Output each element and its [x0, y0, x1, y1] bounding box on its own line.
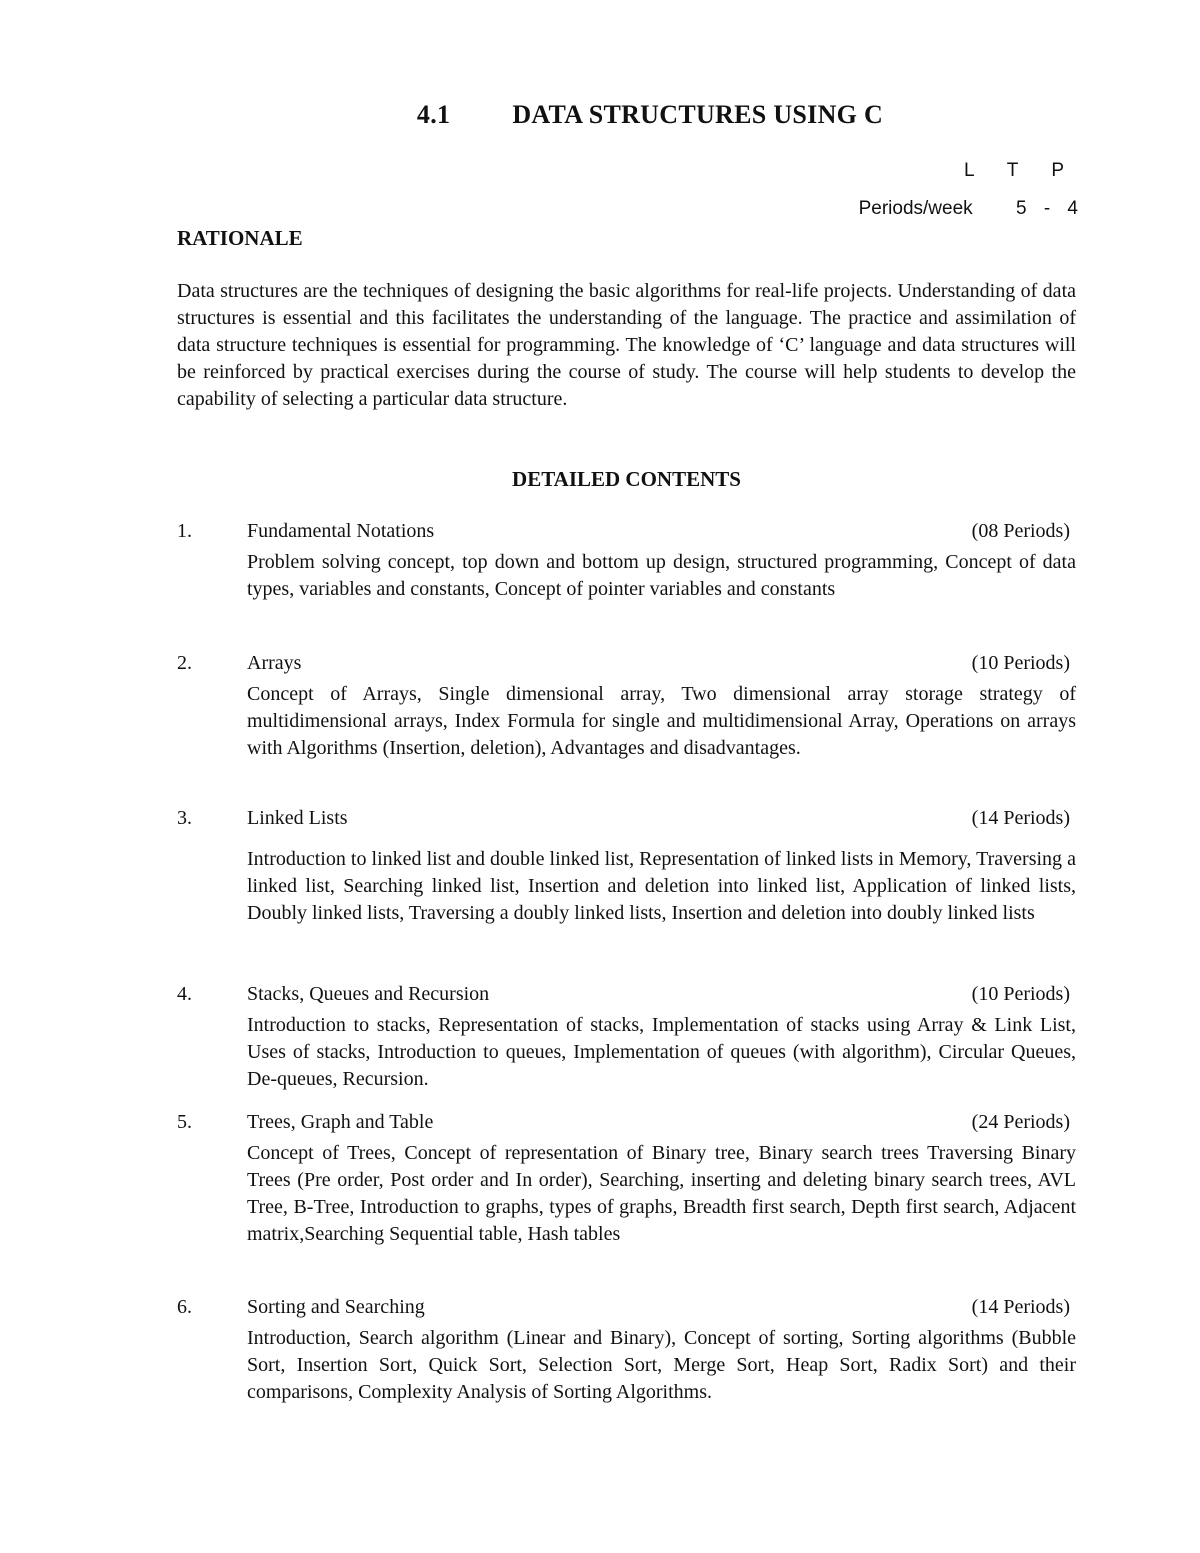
practical-periods: 4: [1067, 198, 1078, 219]
unit-number: 3.: [177, 807, 192, 829]
unit-1: [177, 518, 1076, 603]
unit-header: [177, 805, 1076, 832]
unit-periods: (14 Periods): [971, 1296, 1070, 1318]
unit-header: [177, 650, 1076, 677]
periods-week-label: Periods/week: [858, 198, 973, 219]
unit-title: Stacks, Queues and Recursion: [247, 983, 490, 1005]
unit-number: 6.: [177, 1296, 192, 1318]
unit-2: [177, 650, 1076, 762]
lecture-periods: 5: [1015, 198, 1027, 219]
unit-description: Problem solving concept, top down and bottom up design, structured programming, Concept of data types, variables and constants, Concept of pointer variables and constants: [247, 551, 1076, 600]
unit-periods: (10 Periods): [971, 983, 1070, 1005]
unit-description: Concept of Trees, Concept of representation of Binary tree, Binary search trees Traversing Binary Trees (Pre order, Post order and In order), Searching, inserting and deleting binary search trees, AVL Tree, B-Tree, Introduction to graphs, types of graphs, Breadth first search, Depth first search, Adjacent matrix,Searching Sequential table, Hash tables: [247, 1142, 1076, 1245]
unit-header: [177, 518, 1076, 545]
unit-description: Concept of Arrays, Single dimensional array, Two dimensional array storage strategy of multidimensional arrays, Index Formula for single and multidimensional Array, Operations on arrays with Algorithms (Insertion, deletion), Advantages and disadvantages.: [247, 683, 1076, 759]
detailed-contents-heading: DETAILED CONTENTS: [512, 467, 741, 491]
unit-number: 4.: [177, 983, 192, 1005]
title-text: DATA STRUCTURES USING C: [512, 100, 884, 129]
unit-title: Arrays: [247, 652, 302, 674]
tutorial-periods: -: [1043, 198, 1051, 219]
unit-number: 2.: [177, 652, 192, 674]
unit-title: Sorting and Searching: [247, 1296, 425, 1318]
unit-description: Introduction, Search algorithm (Linear and Binary), Concept of sorting, Sorting algorithms (Bubble Sort, Insertion Sort, Quick Sort, Selection Sort, Merge Sort, Heap Sort, Radix Sort) and their comparisons, Complexity Analysis of Sorting Algorithms.: [247, 1327, 1076, 1403]
unit-header: [177, 981, 1076, 1008]
unit-title: Fundamental Notations: [247, 520, 435, 542]
unit-5: [177, 1109, 1076, 1248]
unit-periods: (14 Periods): [971, 807, 1070, 829]
unit-number: 5.: [177, 1111, 192, 1133]
periods-per-week: [859, 198, 1078, 220]
unit-3: [177, 805, 1076, 927]
unit-6: [177, 1294, 1076, 1406]
unit-number: 1.: [177, 520, 192, 542]
rationale-paragraph: Data structures are the techniques of designing the basic algorithms for real-life projects. Understanding of data structures is essential and this facilitates the understanding of the language. The practice and assimilation of data structure techniques is essential for programming. The knowledge of ‘C’ language and data structures will be reinforced by practical exercises during the course of study. The course will help students to develop the capability of selecting a particular data structure.: [177, 280, 1076, 410]
unit-title: Trees, Graph and Table: [247, 1111, 434, 1133]
unit-description: Introduction to linked list and double linked list, Representation of linked lists in Memory, Traversing a linked list, Searching linked list, Insertion and deletion into linked list, Application of linked lists, Doubly linked lists, Traversing a doubly linked lists, Insertion and deletion into doubly linked lists: [247, 848, 1076, 924]
ltp-header: L T P: [963, 160, 1078, 181]
unit-description: Introduction to stacks, Representation of stacks, Implementation of stacks using Array & Link List, Uses of stacks, Introduction to queues, Implementation of queues (with algorithm), Circular Queues, De-queues, Recursion.: [247, 1014, 1076, 1090]
page-title: [0, 100, 1200, 130]
unit-4: [177, 981, 1076, 1093]
unit-header: [177, 1294, 1076, 1321]
unit-periods: (08 Periods): [971, 520, 1070, 542]
rationale-heading: RATIONALE: [177, 226, 303, 250]
unit-periods: (24 Periods): [971, 1111, 1070, 1133]
unit-periods: (10 Periods): [971, 652, 1070, 674]
unit-header: [177, 1109, 1076, 1136]
unit-title: Linked Lists: [247, 807, 348, 829]
title-number: 4.1: [416, 100, 451, 129]
